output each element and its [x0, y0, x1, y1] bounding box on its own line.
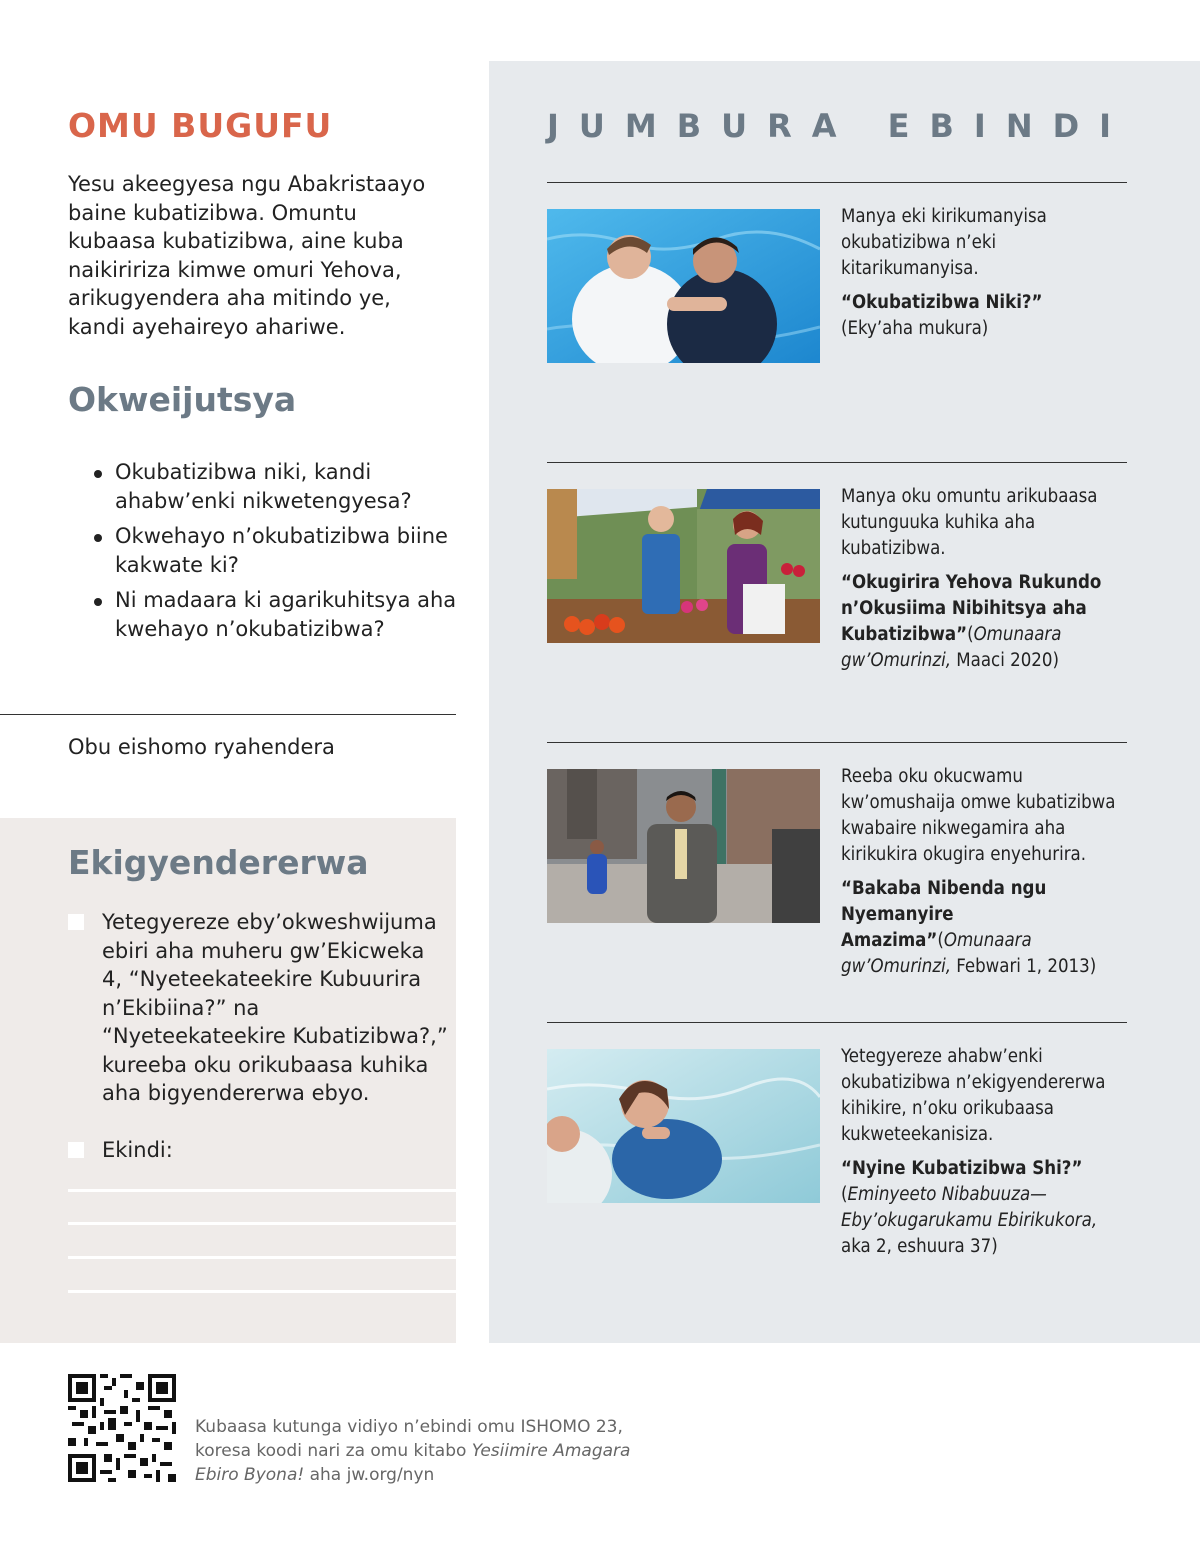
- more-info-title: JUMBURA EBINDI: [547, 107, 1132, 145]
- writing-line[interactable]: [68, 1222, 456, 1225]
- resource-source: (Eminyeeto Nibabuuza—Eby’okugarukamu Ebirikukora, aka 2, eshuura 37): [841, 1184, 1098, 1257]
- resource-1-text: [841, 204, 1131, 342]
- resource-title[interactable]: “Nyine Kubatizibwa Shi?”: [841, 1158, 1083, 1179]
- divider: [547, 742, 1127, 743]
- review-list: [94, 458, 458, 643]
- checkbox[interactable]: [68, 914, 84, 930]
- resource-title[interactable]: “Bakaba Nibenda ngu Nyemanyire Amazima”(Omunaara gw’Omurinzi, Febwari 1, 2013): [841, 878, 1097, 977]
- bullet-icon: [94, 598, 102, 606]
- resource-title[interactable]: “Okugirira Yehova Rukundo n’Okusiima Nibihitsya aha Kubatizibwa”(Omunaara gw’Omurinzi, Maaci 2020): [841, 572, 1102, 671]
- review-item: Ni madaara ki agarikuhitsya aha kwehayo n’okubatizibwa?: [94, 586, 458, 643]
- summary-title: OMU BUGUFU: [68, 106, 333, 145]
- bullet-icon: [94, 534, 102, 542]
- divider: [547, 462, 1127, 463]
- resource-description: Manya eki kirikumanyisa okubatizibwa n’eki kitarikumanyisa.: [841, 206, 1047, 279]
- review-section: [68, 380, 458, 650]
- resource-4-text: [841, 1044, 1131, 1260]
- bullet-icon: [94, 470, 102, 478]
- summary-section: [68, 100, 448, 341]
- goals-section: [68, 843, 369, 883]
- market-witnessing-photo[interactable]: [547, 489, 820, 643]
- baptism-in-pool-photo[interactable]: [547, 209, 820, 363]
- writing-line[interactable]: [68, 1189, 456, 1192]
- next-lesson-note: Obu eishomo ryahendera: [68, 735, 335, 759]
- resource-3-text: [841, 764, 1131, 980]
- resource-description: Yetegyereze ahabw’enki okubatizibwa n’ekigyendererwa kihikire, n’oku orikubaasa kukweteekanisiza.: [841, 1046, 1106, 1145]
- divider: [0, 714, 456, 715]
- resource-source: (Eky’aha mukura): [841, 318, 989, 339]
- young-woman-baptism-photo[interactable]: [547, 1049, 820, 1203]
- resource-description: Reeba oku okucwamu kw’omushaija omwe kubatizibwa kwabaire nikwegamira aha kirikukira okugira enyehurira.: [841, 766, 1116, 865]
- checkbox[interactable]: [68, 1142, 84, 1158]
- goal-item-other[interactable]: Ekindi:: [68, 1136, 448, 1165]
- review-item: Okubatizibwa niki, kandi ahabw’enki nikwetengyesa?: [94, 458, 458, 515]
- review-item: Okwehayo n’okubatizibwa biine kakwate ki?: [94, 522, 458, 579]
- qr-code[interactable]: [68, 1374, 176, 1482]
- divider: [547, 182, 1127, 183]
- goal-item[interactable]: Yetegyereze eby’okweshwijuma ebiri aha muheru gw’Ekicweka 4, “Nyeteekateekire Kubuurira n’Ekibiina?” na “Nyeteekateekire Kubatizibwa?,” kureeba oku orikubaasa kuhika aha bigyendererwa ebyo.: [68, 908, 448, 1108]
- resource-2-text: [841, 484, 1131, 674]
- divider: [547, 1022, 1127, 1023]
- resource-title[interactable]: “Okubatizibwa Niki?”: [841, 292, 1043, 313]
- writing-line[interactable]: [68, 1256, 456, 1259]
- writing-line[interactable]: [68, 1290, 456, 1293]
- summary-text: Yesu akeegyesa ngu Abakristaayo baine kubatizibwa. Omuntu kubaasa kubatizibwa, aine kuba naikiririza kimwe omuri Yehova, arikugyendera aha mitindo ye, kandi ayehaireyo ahariwe.: [68, 172, 426, 339]
- review-title: Okweijutsya: [68, 380, 297, 419]
- footer-note: Kubaasa kutunga vidiyo n’ebindi omu ISHOMO 23, koresa koodi nari za omu kitabo Yesiimire Amagara Ebiro Byona! aha jw.org/nyn: [195, 1417, 631, 1485]
- goals-title: Ekigyendererwa: [68, 843, 369, 882]
- resource-description: Manya oku omuntu arikubaasa kutunguuka kuhika aha kubatizibwa.: [841, 486, 1098, 559]
- man-in-suit-street-photo[interactable]: [547, 769, 820, 923]
